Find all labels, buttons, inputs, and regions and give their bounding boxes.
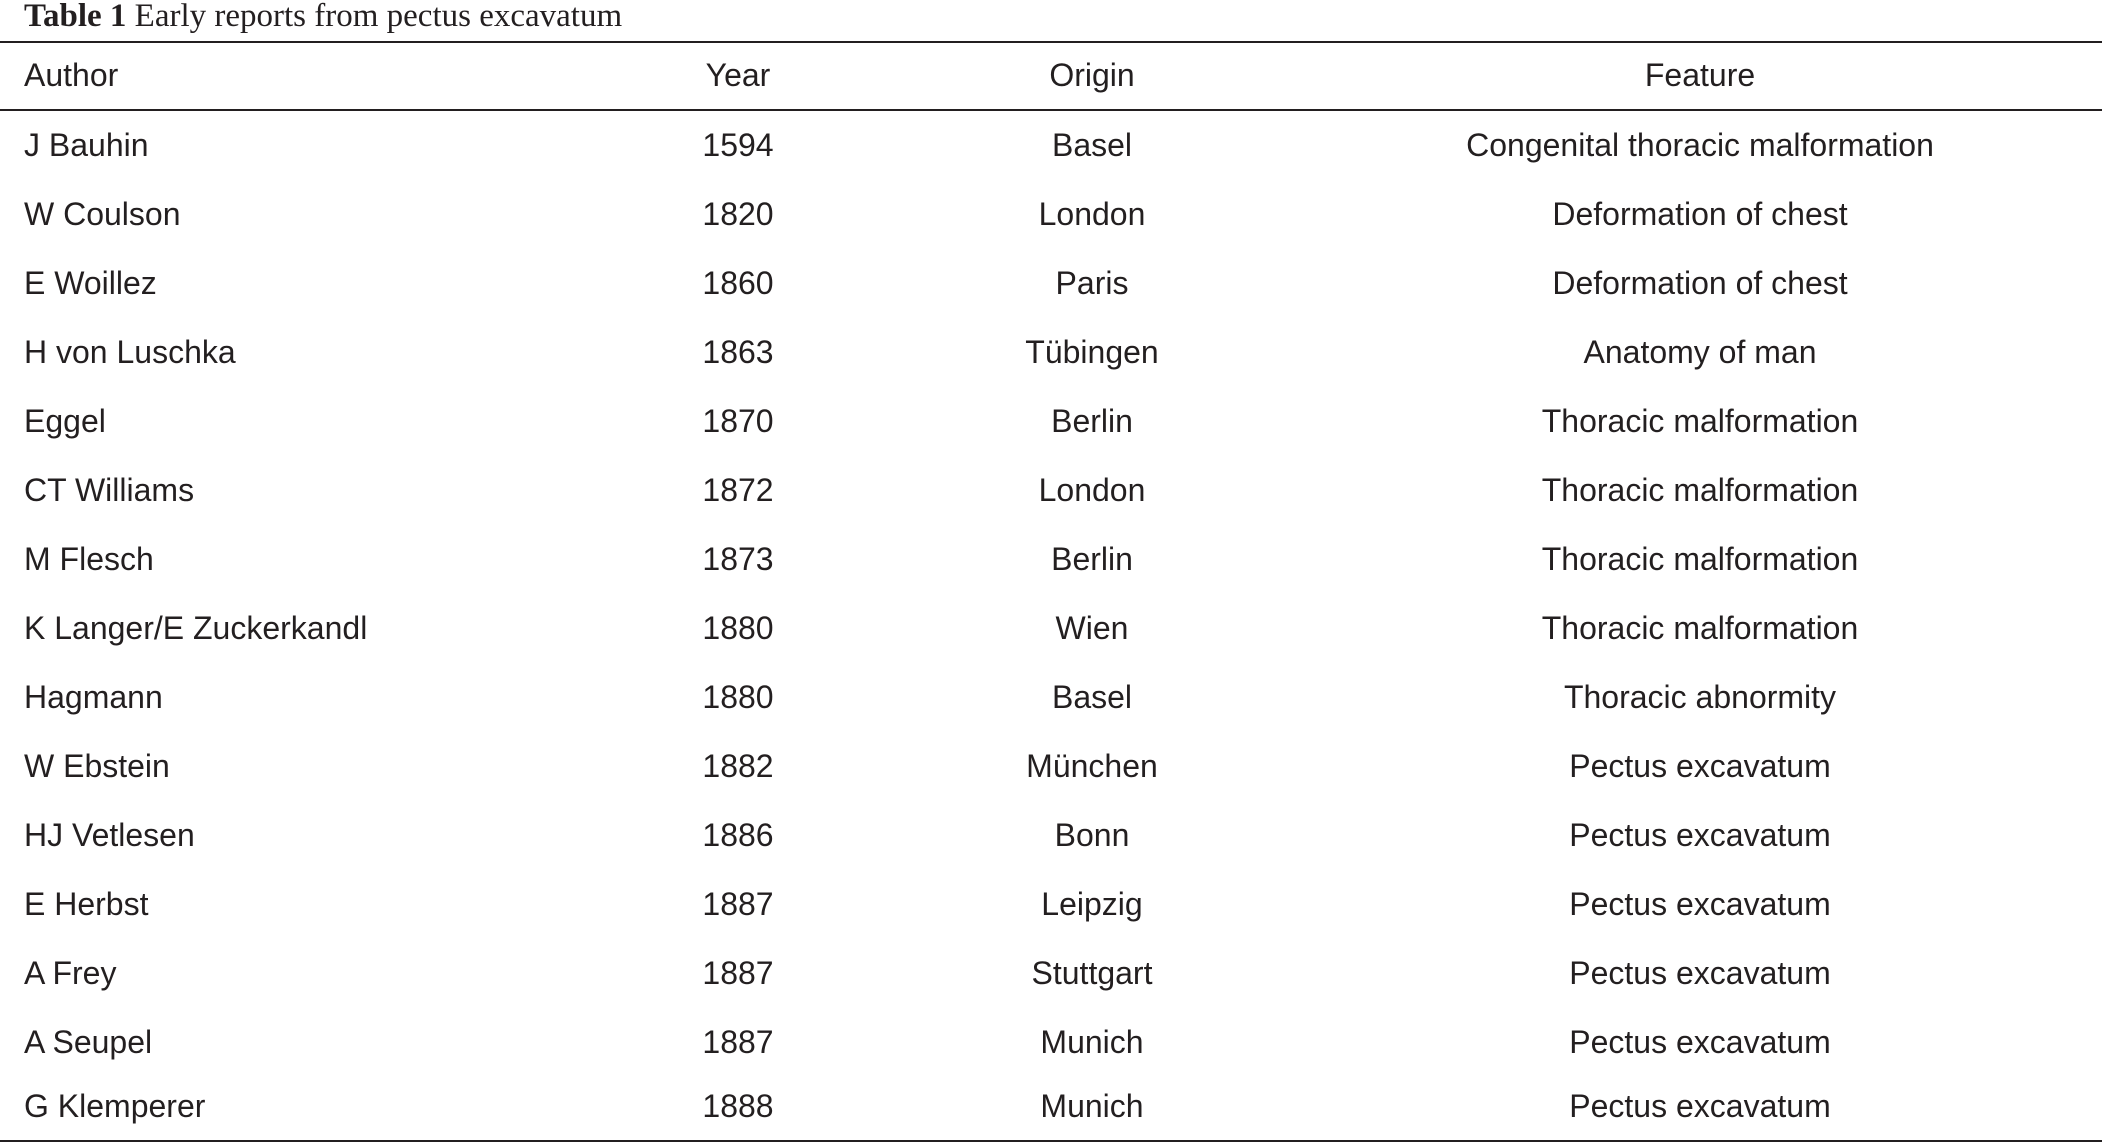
table-row: [0, 525, 2102, 594]
cell-year: 1880: [702, 679, 774, 715]
cell-year: 1887: [702, 886, 774, 922]
cell-feature: Congenital thoracic malformation: [1466, 127, 1934, 163]
table-bottom-rule: [0, 1140, 2102, 1142]
cell-feature: Anatomy of man: [1583, 334, 1817, 370]
cell-feature: Thoracic malformation: [1541, 403, 1859, 439]
table-row: [0, 318, 2102, 387]
cell-origin: Berlin: [1051, 403, 1133, 439]
cell-origin: Berlin: [1051, 541, 1133, 577]
table-caption-title: Early reports from pectus excavatum: [134, 0, 623, 34]
cell-year: 1882: [702, 748, 774, 784]
cell-year: 1870: [702, 403, 774, 439]
table-row: [0, 180, 2102, 249]
cell-origin: London: [1038, 196, 1146, 232]
cell-feature: Pectus excavatum: [1569, 748, 1831, 784]
cell-feature: Pectus excavatum: [1569, 886, 1831, 922]
cell-origin: London: [1038, 472, 1146, 508]
cell-feature: Thoracic malformation: [1541, 610, 1859, 646]
cell-origin: Paris: [1055, 265, 1129, 301]
cell-feature: Deformation of chest: [1552, 196, 1848, 232]
cell-origin: Leipzig: [1041, 886, 1143, 922]
cell-feature: Thoracic malformation: [1541, 472, 1859, 508]
cell-origin: Munich: [1040, 1024, 1144, 1060]
table-caption: [24, 0, 622, 40]
cell-author: HJ Vetlesen: [24, 817, 195, 853]
cell-year: 1860: [702, 265, 774, 301]
cell-author: W Coulson: [24, 196, 181, 232]
table-caption-label: Table 1: [24, 0, 127, 34]
cell-origin: Tübingen: [1025, 334, 1159, 370]
cell-author: Hagmann: [24, 679, 163, 715]
table-row: [0, 801, 2102, 870]
cell-year: 1820: [702, 196, 774, 232]
cell-author: J Bauhin: [24, 127, 149, 163]
cell-year: 1880: [702, 610, 774, 646]
column-header-year: Year: [705, 57, 771, 93]
cell-year: 1887: [702, 1024, 774, 1060]
cell-origin: Basel: [1051, 127, 1133, 163]
cell-feature: Pectus excavatum: [1569, 817, 1831, 853]
cell-author: Eggel: [24, 403, 106, 439]
cell-author: CT Williams: [24, 472, 195, 508]
cell-author: W Ebstein: [24, 748, 170, 784]
table-row: [0, 663, 2102, 732]
cell-origin: Bonn: [1054, 817, 1130, 853]
cell-feature: Deformation of chest: [1552, 265, 1848, 301]
table-row: [0, 594, 2102, 663]
cell-feature: Thoracic malformation: [1541, 541, 1859, 577]
table-row: [0, 939, 2102, 1008]
table-row: [0, 1072, 2102, 1141]
cell-feature: Pectus excavatum: [1569, 955, 1831, 991]
table-header-row: [0, 41, 2102, 110]
cell-author: E Herbst: [24, 886, 149, 922]
cell-feature: Pectus excavatum: [1569, 1088, 1831, 1124]
cell-author: G Klemperer: [24, 1088, 206, 1124]
table-row: [0, 732, 2102, 801]
table-row: [0, 1008, 2102, 1077]
cell-origin: Wien: [1055, 610, 1129, 646]
column-header-author: Author: [24, 57, 119, 93]
table-row: [0, 249, 2102, 318]
cell-origin: Munich: [1040, 1088, 1144, 1124]
cell-year: 1594: [702, 127, 774, 163]
table-row: [0, 456, 2102, 525]
table-row: [0, 111, 2102, 180]
cell-author: H von Luschka: [24, 334, 236, 370]
cell-year: 1888: [702, 1088, 774, 1124]
table-row: [0, 870, 2102, 939]
cell-year: 1863: [702, 334, 774, 370]
cell-origin: Stuttgart: [1031, 955, 1153, 991]
column-header-origin: Origin: [1049, 57, 1135, 93]
cell-author: M Flesch: [24, 541, 154, 577]
cell-author: A Seupel: [24, 1024, 153, 1060]
table-row: [0, 387, 2102, 456]
cell-origin: Basel: [1051, 679, 1133, 715]
column-header-feature: Feature: [1644, 57, 1756, 93]
cell-feature: Thoracic abnormity: [1563, 679, 1837, 715]
cell-author: E Woillez: [24, 265, 157, 301]
cell-feature: Pectus excavatum: [1569, 1024, 1831, 1060]
cell-year: 1886: [702, 817, 774, 853]
cell-origin: München: [1026, 748, 1158, 784]
cell-author: K Langer/E Zuckerkandl: [24, 610, 368, 646]
cell-author: A Frey: [24, 955, 117, 991]
cell-year: 1873: [702, 541, 774, 577]
cell-year: 1872: [702, 472, 774, 508]
cell-year: 1887: [702, 955, 774, 991]
